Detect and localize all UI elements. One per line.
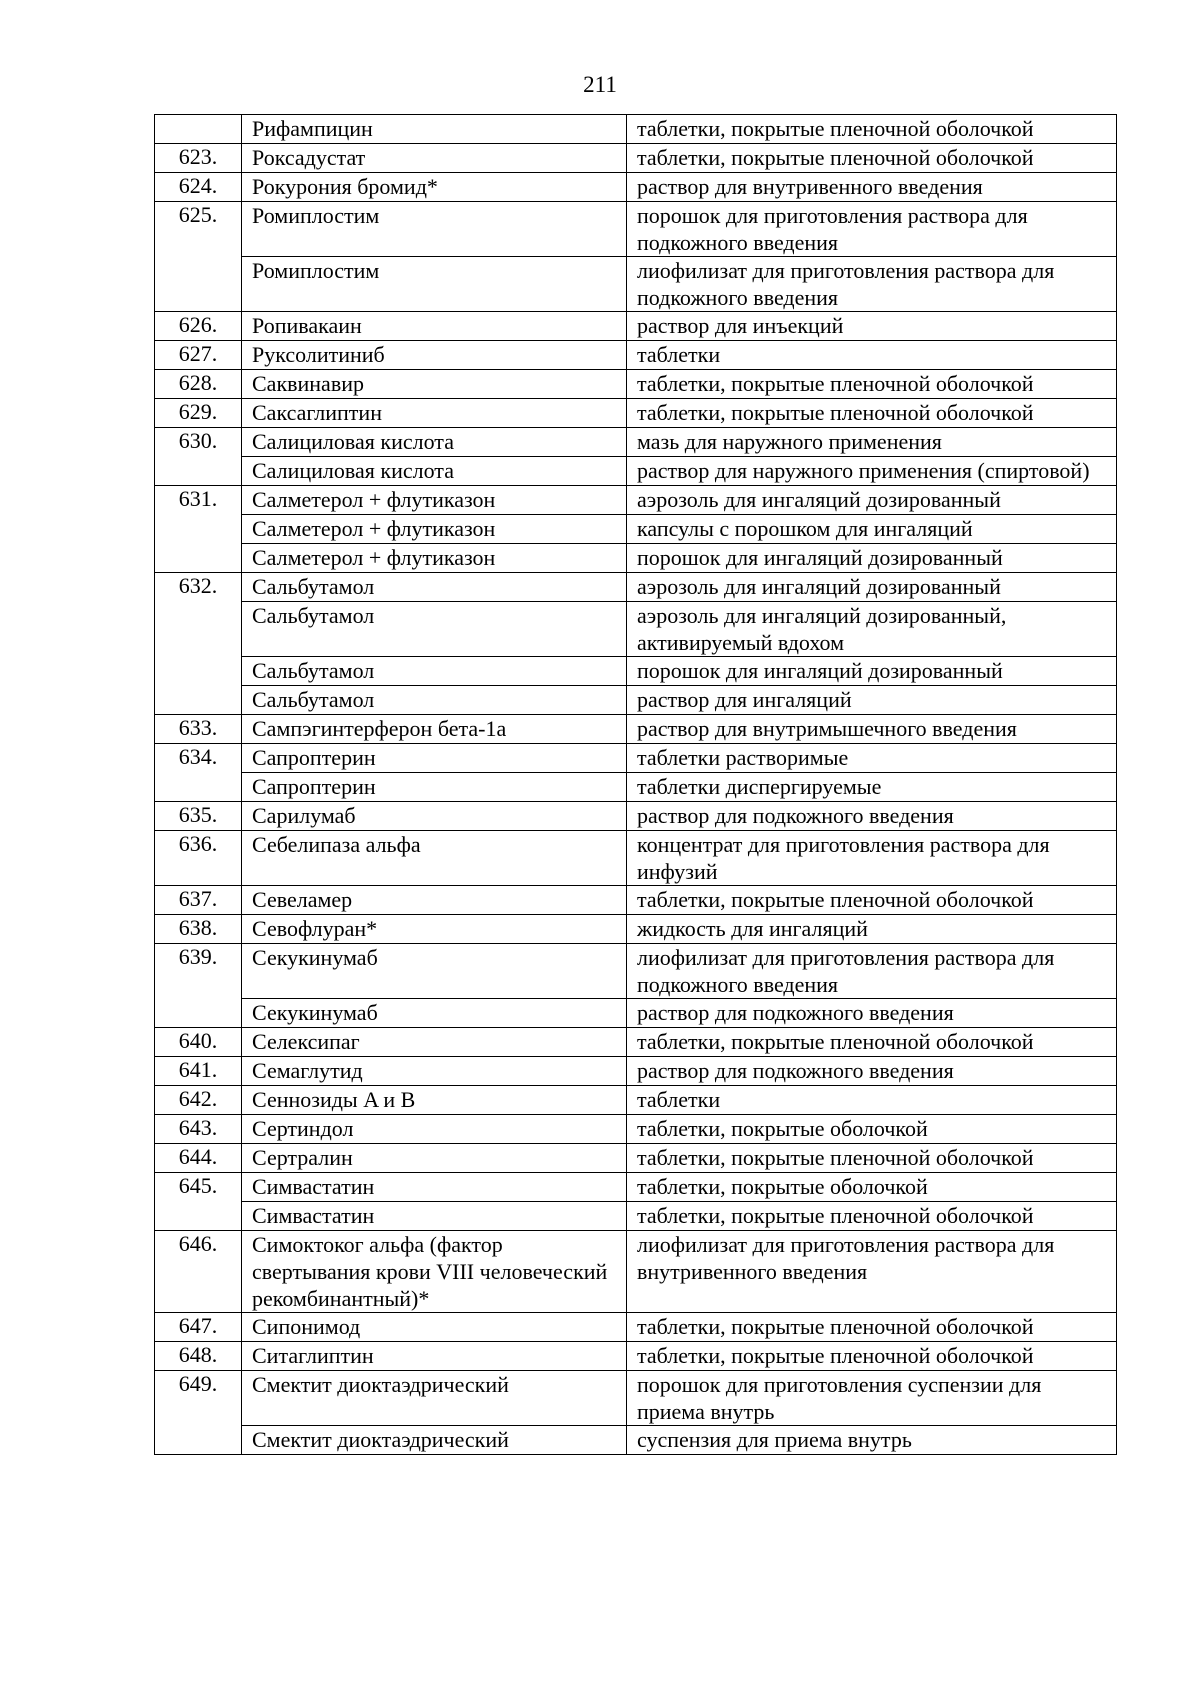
dosage-form-cell: таблетки, покрытые пленочной оболочкой [627,1202,1117,1231]
table-row [155,1028,1117,1057]
row-number: 632. [178,573,218,598]
dosage-form-cell: раствор для подкожного введения [627,802,1117,831]
row-number-cell [155,573,242,715]
row-number: 624. [178,173,218,198]
page-number: 211 [583,72,617,97]
table-row [155,802,1117,831]
table-row [155,399,1117,428]
table-row [155,944,1117,999]
table-row [155,370,1117,399]
row-number-cell [155,744,242,802]
table-row [155,202,1117,257]
drug-name-cell: Салметерол + флутиказон [242,486,627,515]
row-number-cell [155,115,242,144]
row-number: 649. [178,1371,218,1396]
table-row [155,457,1117,486]
dosage-form-cell: порошок для приготовления суспензии для приема внутрь [627,1371,1117,1426]
dosage-form-cell: раствор для наружного применения (спиртовой) [627,457,1117,486]
row-number: 640. [178,1028,218,1053]
row-number: 625. [178,202,218,227]
drug-name-cell: Сальбутамол [242,657,627,686]
drug-name-cell: Сапроптерин [242,744,627,773]
table-row [155,173,1117,202]
dosage-form-cell: лиофилизат для приготовления раствора для внутривенного введения [627,1231,1117,1313]
row-number-cell [155,1231,242,1313]
row-number-cell [155,1057,242,1086]
dosage-form-cell: таблетки [627,1086,1117,1115]
row-number: 627. [178,341,218,366]
row-number-cell [155,1028,242,1057]
dosage-form-cell: таблетки растворимые [627,744,1117,773]
row-number: 626. [178,312,218,337]
row-number: 629. [178,399,218,424]
row-number-cell [155,202,242,312]
dosage-form-cell: таблетки, покрытые пленочной оболочкой [627,370,1117,399]
dosage-form-cell: таблетки, покрытые пленочной оболочкой [627,886,1117,915]
drug-name-cell: Рифампицин [242,115,627,144]
table-row [155,515,1117,544]
drug-name-cell: Сальбутамол [242,573,627,602]
dosage-form-cell: капсулы с порошком для ингаляций [627,515,1117,544]
drug-name-cell: Секукинумаб [242,999,627,1028]
dosage-form-cell: раствор для подкожного введения [627,1057,1117,1086]
table-row [155,1342,1117,1371]
drug-name-cell: Салициловая кислота [242,457,627,486]
drug-name-cell: Смектит диоктаэдрический [242,1371,627,1426]
row-number: 647. [178,1313,218,1338]
dosage-form-cell: таблетки диспергируемые [627,773,1117,802]
dosage-form-cell: порошок для ингаляций дозированный [627,657,1117,686]
dosage-form-cell: таблетки, покрытые оболочкой [627,1173,1117,1202]
drug-name-cell: Саксаглиптин [242,399,627,428]
table-row [155,1086,1117,1115]
row-number-cell [155,370,242,399]
row-number: 636. [178,831,218,856]
drug-name-cell: Симвастатин [242,1173,627,1202]
drug-name-cell: Сапроптерин [242,773,627,802]
row-number: 644. [178,1144,218,1169]
dosage-form-cell: лиофилизат для приготовления раствора для подкожного введения [627,257,1117,312]
dosage-form-cell: аэрозоль для ингаляций дозированный, активируемый вдохом [627,602,1117,657]
row-number: 643. [178,1115,218,1140]
row-number-cell [155,886,242,915]
drug-name-cell: Семаглутид [242,1057,627,1086]
table-row [155,1371,1117,1426]
row-number: 639. [178,944,218,969]
row-number-cell [155,312,242,341]
row-number-cell [155,715,242,744]
dosage-form-cell: раствор для ингаляций [627,686,1117,715]
table-row [155,1173,1117,1202]
dosage-form-cell: таблетки, покрытые пленочной оболочкой [627,399,1117,428]
row-number-cell [155,1144,242,1173]
dosage-form-cell: аэрозоль для ингаляций дозированный [627,486,1117,515]
drug-name-cell: Смектит диоктаэдрический [242,1426,627,1455]
row-number-cell [155,831,242,886]
row-number-cell [155,399,242,428]
dosage-form-cell: таблетки, покрытые пленочной оболочкой [627,115,1117,144]
row-number-cell [155,1173,242,1231]
drug-name-cell: Ромиплостим [242,202,627,257]
dosage-form-cell: таблетки, покрытые пленочной оболочкой [627,1313,1117,1342]
dosage-form-cell: суспензия для приема внутрь [627,1426,1117,1455]
drug-name-cell: Сальбутамол [242,686,627,715]
table-row [155,657,1117,686]
dosage-form-cell: раствор для подкожного введения [627,999,1117,1028]
row-number-cell [155,428,242,486]
table-row [155,257,1117,312]
drug-name-cell: Себелипаза альфа [242,831,627,886]
dosage-form-cell: раствор для инъекций [627,312,1117,341]
row-number: 628. [178,370,218,395]
table-row [155,886,1117,915]
dosage-form-cell: раствор для внутривенного введения [627,173,1117,202]
table-row [155,1144,1117,1173]
drug-name-cell: Ропивакаин [242,312,627,341]
row-number-cell [155,1371,242,1455]
drug-name-cell: Ситаглиптин [242,1342,627,1371]
table-row [155,428,1117,457]
dosage-form-cell: мазь для наружного применения [627,428,1117,457]
table-row [155,1057,1117,1086]
table-row [155,341,1117,370]
drug-name-cell: Салметерол + флутиказон [242,515,627,544]
drug-table [154,114,1117,1455]
row-number: 642. [178,1086,218,1111]
drug-name-cell: Руксолитиниб [242,341,627,370]
row-number-cell [155,144,242,173]
table-row [155,915,1117,944]
drug-name-cell: Рокурония бромид* [242,173,627,202]
row-number: 641. [178,1057,218,1082]
dosage-form-cell: порошок для ингаляций дозированный [627,544,1117,573]
drug-name-cell: Симоктоког альфа (фактор свертывания крови VIII человеческий рекомбинантный)* [242,1231,627,1313]
drug-name-cell: Ромиплостим [242,257,627,312]
drug-name-cell: Сарилумаб [242,802,627,831]
row-number: 631. [178,486,218,511]
table-row [155,144,1117,173]
row-number: 635. [178,802,218,827]
row-number-cell [155,802,242,831]
drug-name-cell: Сертиндол [242,1115,627,1144]
row-number-cell [155,1342,242,1371]
drug-name-cell: Роксадустат [242,144,627,173]
table-row [155,831,1117,886]
dosage-form-cell: таблетки, покрытые оболочкой [627,1115,1117,1144]
table-row [155,544,1117,573]
table-row [155,1202,1117,1231]
drug-name-cell: Селексипаг [242,1028,627,1057]
dosage-form-cell: таблетки, покрытые пленочной оболочкой [627,144,1117,173]
drug-name-cell: Салициловая кислота [242,428,627,457]
row-number: 648. [178,1342,218,1367]
dosage-form-cell: жидкость для ингаляций [627,915,1117,944]
drug-table-body [155,115,1117,1455]
drug-name-cell: Сертралин [242,1144,627,1173]
row-number: 646. [178,1231,218,1256]
drug-name-cell: Салметерол + флутиказон [242,544,627,573]
table-row [155,312,1117,341]
table-row [155,744,1117,773]
drug-name-cell: Секукинумаб [242,944,627,999]
row-number-cell [155,1115,242,1144]
table-row [155,1313,1117,1342]
drug-name-cell: Севофлуран* [242,915,627,944]
dosage-form-cell: аэрозоль для ингаляций дозированный [627,573,1117,602]
table-row [155,573,1117,602]
drug-name-cell: Сипонимод [242,1313,627,1342]
table-row [155,1115,1117,1144]
row-number: 630. [178,428,218,453]
drug-name-cell: Саквинавир [242,370,627,399]
table-row [155,602,1117,657]
dosage-form-cell: раствор для внутримышечного введения [627,715,1117,744]
row-number: 634. [178,744,218,769]
row-number: 633. [178,715,218,740]
dosage-form-cell: таблетки [627,341,1117,370]
row-number: 637. [178,886,218,911]
table-row [155,486,1117,515]
table-row [155,1231,1117,1313]
row-number: 645. [178,1173,218,1198]
drug-name-cell: Севеламер [242,886,627,915]
row-number-cell [155,944,242,1028]
table-row [155,1426,1117,1455]
row-number: 638. [178,915,218,940]
drug-name-cell: Сеннозиды A и B [242,1086,627,1115]
table-row [155,999,1117,1028]
dosage-form-cell: таблетки, покрытые пленочной оболочкой [627,1144,1117,1173]
drug-name-cell: Сальбутамол [242,602,627,657]
dosage-form-cell: лиофилизат для приготовления раствора для подкожного введения [627,944,1117,999]
dosage-form-cell: порошок для приготовления раствора для подкожного введения [627,202,1117,257]
row-number-cell [155,915,242,944]
row-number-cell [155,1313,242,1342]
dosage-form-cell: таблетки, покрытые пленочной оболочкой [627,1028,1117,1057]
table-row [155,773,1117,802]
table-row [155,115,1117,144]
row-number: 623. [178,144,218,169]
dosage-form-cell: таблетки, покрытые пленочной оболочкой [627,1342,1117,1371]
drug-name-cell: Сампэгинтерферон бета-1a [242,715,627,744]
drug-name-cell: Симвастатин [242,1202,627,1231]
row-number-cell [155,341,242,370]
table-row [155,686,1117,715]
table-row [155,715,1117,744]
row-number-cell [155,1086,242,1115]
row-number-cell [155,486,242,573]
dosage-form-cell: концентрат для приготовления раствора для инфузий [627,831,1117,886]
row-number-cell [155,173,242,202]
